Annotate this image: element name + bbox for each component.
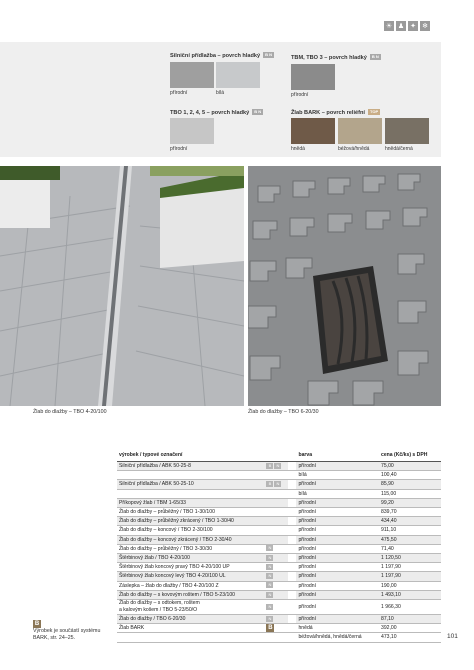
page-number: 101: [447, 633, 458, 640]
surface-tag: B N: [265, 52, 273, 57]
table-row: [117, 624, 441, 633]
table-row: [117, 471, 441, 480]
surface-icon: N: [266, 604, 273, 610]
table-row: [117, 544, 441, 553]
icon-cell: [264, 508, 288, 517]
surface-icon: N: [274, 463, 281, 469]
footnote-line: Výrobek je součástí systému: [33, 628, 101, 634]
color-cell: přírodní: [296, 535, 379, 544]
price-cell: 1 120,50: [379, 554, 441, 563]
photo-slot-channel: [0, 166, 244, 406]
icon-cell: [264, 535, 288, 544]
surface-icon: N: [266, 545, 273, 551]
icon-cell: [264, 480, 288, 489]
surface-icon: N: [266, 573, 273, 579]
color-cell: přírodní: [296, 480, 379, 489]
product-cell: Žlab do dlažby – průběžný / TBO 3-30/30: [117, 544, 264, 553]
icon-cell: [264, 526, 288, 535]
usage-icons: [384, 21, 430, 31]
product-cell: Štěrbinový žlab koncový levý TBO 4-20/100 UL: [117, 572, 264, 581]
price-cell: 71,40: [379, 544, 441, 553]
table-row: [117, 517, 441, 526]
swatch-natural: [170, 118, 214, 144]
surface-icon: B: [266, 481, 273, 487]
table-row: [117, 581, 441, 590]
price-cell: 911,10: [379, 526, 441, 535]
bark-badge: B: [268, 625, 273, 632]
product-cell: Žlab BARK: [117, 624, 264, 633]
product-cell: Žlab do dlažby – koncový / TBO 2-30/100: [117, 526, 264, 535]
swatch-label: přírodní: [170, 90, 188, 96]
product-cell: Štěrbinový žlab / TBO 4-20/100: [117, 554, 264, 563]
surface-icon: B: [266, 463, 273, 469]
color-cell: přírodní: [296, 615, 379, 624]
price-cell: 1 197,90: [379, 563, 441, 572]
color-cell: bílá: [296, 471, 379, 480]
swatch-brown: [291, 118, 335, 144]
price-cell: 190,00: [379, 581, 441, 590]
product-cell: Záslepka – žlab do dlažby / TBO 4-20/100 Z: [117, 581, 264, 590]
price-cell: 473,10: [379, 633, 441, 642]
group-title: TBO 1, 2, 4, 5 – povrch hladký B N: [170, 109, 262, 116]
product-cell: [117, 600, 264, 615]
table-row: [117, 554, 441, 563]
icon-cell: [264, 572, 288, 581]
table-row: [117, 462, 441, 471]
product-cell: Žlab do dlažby / TBO 6-20/30: [117, 615, 264, 624]
color-cell: přírodní: [296, 581, 379, 590]
price-cell: 85,90: [379, 480, 441, 489]
col-price: cena (Kč/ks) s DPH: [379, 449, 441, 462]
icon-cell: [264, 563, 288, 572]
photo-caption: Žlab do dlažby – TBO 4-20/100: [33, 409, 107, 415]
color-cell: hnědá: [296, 624, 379, 633]
price-cell: 115,00: [379, 489, 441, 498]
icon-cell: [264, 517, 288, 526]
swatch-beige-brown: [338, 118, 382, 144]
icon-cell: [264, 554, 288, 563]
swatch-white: [216, 62, 260, 88]
swatch-label: hnědá/černá: [385, 146, 413, 152]
swatch-label: přírodní: [291, 92, 309, 98]
price-table: [117, 449, 441, 643]
color-cell: přírodní: [296, 517, 379, 526]
product-cell: [117, 471, 264, 480]
sun-icon: ☀: [385, 22, 393, 30]
color-cell: přírodní: [296, 554, 379, 563]
icon-cell: [264, 615, 288, 624]
table-row: [117, 489, 441, 498]
product-cell: Silniční přídlažba / ABK 50-25-8: [117, 462, 264, 471]
product-name: a kalovým košem / TBO 5-23/50/O: [119, 607, 198, 614]
price-cell: 839,70: [379, 508, 441, 517]
color-cell: béžová/hnědá, hnědá/černá: [296, 633, 379, 642]
footnote-line: BARK, str. 24–25.: [33, 635, 76, 641]
swatch-panel: [0, 42, 441, 157]
color-cell: přírodní: [296, 563, 379, 572]
table-row: [117, 526, 441, 535]
swatch-natural: [170, 62, 214, 88]
photo-caption: Žlab do dlažby – TBO 6-20/30: [248, 409, 319, 415]
group-title: Silniční přídlažba – povrch hladký B N: [170, 52, 273, 59]
col-product: výrobek / typové označení: [117, 449, 264, 462]
figure-icon: ♟: [397, 22, 405, 30]
color-cell: přírodní: [296, 526, 379, 535]
group-title: Žlab BARK – povrch reliéfní TOP: [291, 109, 379, 116]
swatch-label: béžová/hnědá: [338, 146, 370, 152]
swatch-natural: [291, 64, 335, 90]
table-row: [117, 600, 441, 615]
product-name: Žlab do dlažby – s odtokem, roštem: [119, 600, 200, 607]
swatch-label: hnědá: [291, 146, 305, 152]
icon-cell: [264, 581, 288, 590]
color-cell: přírodní: [296, 544, 379, 553]
color-cell: přírodní: [296, 508, 379, 517]
surface-tag: TOP: [369, 109, 379, 114]
color-cell: přírodní: [296, 600, 379, 615]
pedestrian-icon: ✦: [408, 21, 418, 31]
surface-icon: N: [266, 592, 273, 598]
product-cell: Silniční přídlažba / ABK 50-25-10: [117, 480, 264, 489]
col-color: barva: [296, 449, 379, 462]
table-body: [117, 462, 441, 643]
group-title: TBM, TBO 3 – povrch hladký B N: [291, 54, 379, 61]
table-row: [117, 508, 441, 517]
surface-icon: N: [266, 582, 273, 588]
footnote: [33, 620, 100, 642]
snowflake-icon: ❄: [420, 21, 430, 31]
price-cell: 1 493,10: [379, 590, 441, 599]
product-cell: Žlab do dlažby – koncový zkrácený / TBO 2-30/40: [117, 535, 264, 544]
table-row: [117, 563, 441, 572]
product-cell: Příkopový žlab / TBM 1-65/33: [117, 498, 264, 507]
table-row: [117, 615, 441, 624]
bark-badge: B: [34, 621, 40, 627]
color-cell: bílá: [296, 489, 379, 498]
surface-icon: N: [266, 564, 273, 570]
product-cell: Štěrbinový žlab koncový pravý TBO 4-20/100 UP: [117, 563, 264, 572]
product-cell: Žlab do dlažby – průběžný / TBO 1-30/100: [117, 508, 264, 517]
price-cell: 87,10: [379, 615, 441, 624]
product-cell: [117, 633, 264, 642]
color-cell: přírodní: [296, 590, 379, 599]
table-row: [117, 633, 441, 642]
table-row: [117, 572, 441, 581]
price-cell: 434,40: [379, 517, 441, 526]
product-cell: Žlab do dlažby – průběžný zkrácený / TBO 1-30/40: [117, 517, 264, 526]
color-cell: přírodní: [296, 498, 379, 507]
icon-cell: [264, 624, 288, 633]
price-cell: 392,00: [379, 624, 441, 633]
icon-cell: [264, 489, 288, 498]
price-cell: 100,40: [379, 471, 441, 480]
color-cell: přírodní: [296, 462, 379, 471]
swatch-label: přírodní: [170, 146, 188, 152]
price-cell: 475,50: [379, 535, 441, 544]
surface-icon: N: [266, 616, 273, 622]
table-row: [117, 535, 441, 544]
table-header: [117, 449, 441, 462]
surface-icon: N: [266, 555, 273, 561]
icon-cell: [264, 544, 288, 553]
icon-cell: [264, 633, 288, 642]
icon-cell: [264, 498, 288, 507]
swatch-label: bílá: [216, 90, 225, 96]
icon-cell: [264, 590, 288, 599]
swatch-brown-black: [385, 118, 429, 144]
price-cell: 99,20: [379, 498, 441, 507]
icon-cell: [264, 471, 288, 480]
color-cell: přírodní: [296, 572, 379, 581]
surface-tag: B N: [254, 109, 262, 114]
table-row: [117, 480, 441, 489]
surface-tag: B N: [371, 54, 379, 59]
price-cell: 1 197,90: [379, 572, 441, 581]
surface-icon: N: [274, 481, 281, 487]
product-cell: [117, 489, 264, 498]
table-row: [117, 498, 441, 507]
photo-grate-channel: [248, 166, 441, 406]
icon-cell: [264, 600, 288, 615]
product-cell: Žlab do dlažby – s kovovým roštem / TBO 5-23/100: [117, 590, 264, 599]
icon-cell: [264, 462, 288, 471]
table-row: [117, 590, 441, 599]
price-cell: 1 966,30: [379, 600, 441, 615]
price-cell: 75,00: [379, 462, 441, 471]
